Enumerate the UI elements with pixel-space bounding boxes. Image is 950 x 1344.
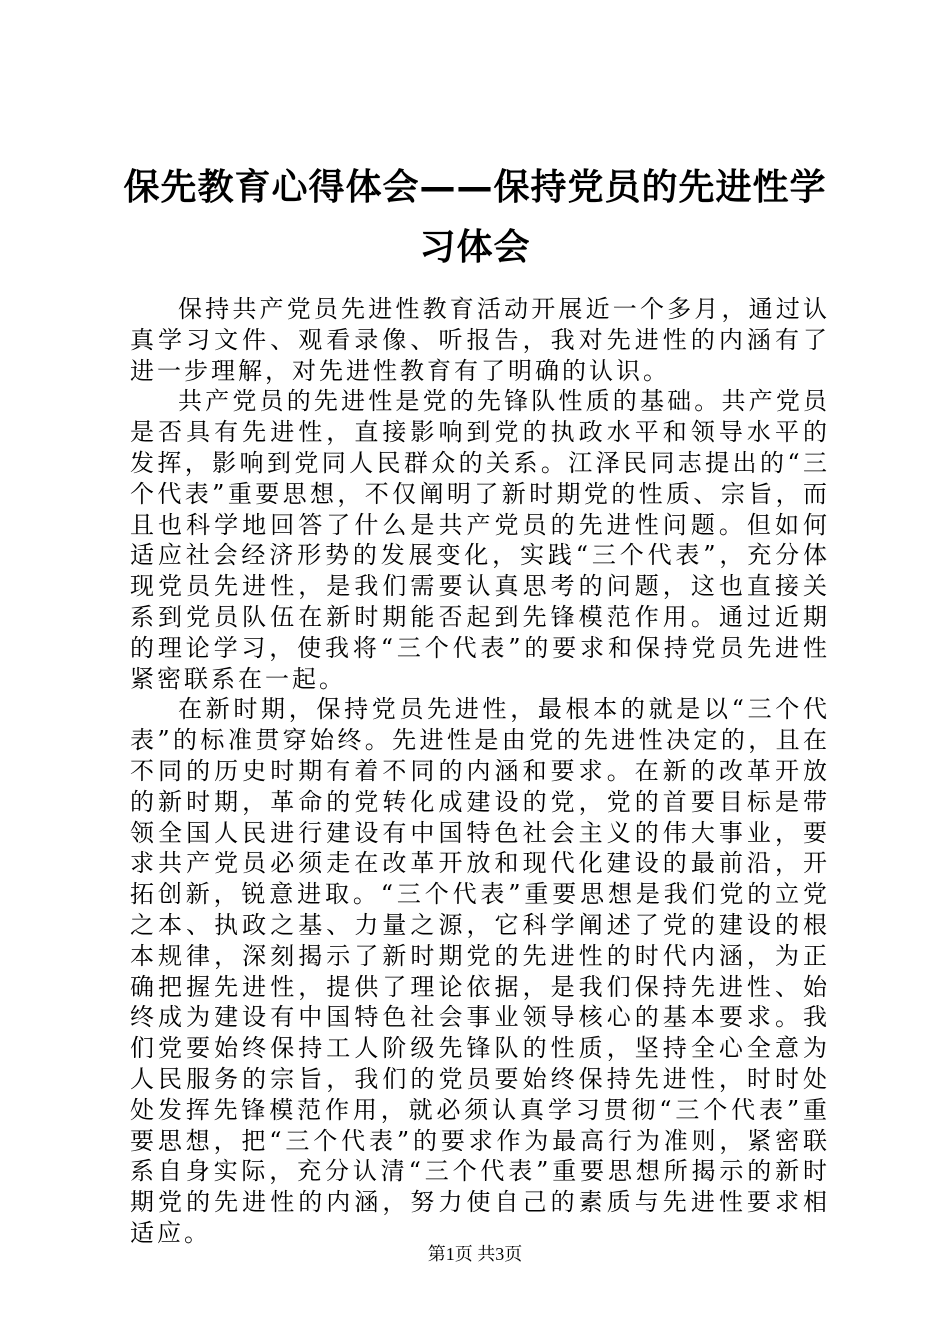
paragraph-3: 在新时期，保持党员先进性，最根本的就是以“三个代表”的标准贯穿始终。先进性是由党的先进性决定的，且在不同的历史时期有着不同的内涵和要求。在新的改革开放的新时期，革命的党转化成建设的党，党的首要目标是带领全国人民进行建设有中国特色社会主义的伟大事业，要求共产党员必须走在改革开放和现代化建设的最前沿，开拓创新，锐意进取。“三个代表”重要思想是我们党的立党之本、执政之基、力量之源，它科学阐述了党的建设的根本规律，深刻揭示了新时期党的先进性的时代内涵，为正确把握先进性，提供了理论依据，是我们保持先进性、始终成为建设有中国特色社会事业领导核心的基本要求。我们党要始终保持工人阶级先锋队的性质，坚持全心全意为人民服务的宗旨，我们的党员要始终保持先进性，时时处处发挥先锋模范作用，就必须认真学习贯彻“三个代表”重要思想，把“三个代表”的要求作为最高行为准则，紧密联系自身实际，充分认清“三个代表”重要思想所揭示的新时期党的先进性的内涵，努力使自己的素质与先进性要求相适应。 xyxy=(130,695,830,1247)
document-body xyxy=(130,294,830,1249)
page-footer: 第1页 共3页 xyxy=(427,1244,523,1264)
paragraph-2: 共产党员的先进性是党的先锋队性质的基础。共产党员是否具有先进性，直接影响到党的执政水平和领导水平的发挥，影响到党同人民群众的关系。江泽民同志提出的“三个代表”重要思想，不仅阐明了新时期党的性质、宗旨，而且也科学地回答了什么是共产党员的先进性问题。但如何适应社会经济形势的发展变化，实践“三个代表”，充分体现党员先进性，是我们需要认真思考的问题，这也直接关系到党员队伍在新时期能否起到先锋模范作用。通过近期的理论学习，使我将“三个代表”的要求和保持党员先进性紧密联系在一起。 xyxy=(130,387,830,693)
document-title: 保先教育心得体会——保持党员的先进性学习体会 xyxy=(123,167,827,268)
paragraph-1: 保持共产党员先进性教育活动开展近一个多月，通过认真学习文件、观看录像、听报告，我对先进性的内涵有了进一步理解，对先进性教育有了明确的认识。 xyxy=(130,295,830,385)
